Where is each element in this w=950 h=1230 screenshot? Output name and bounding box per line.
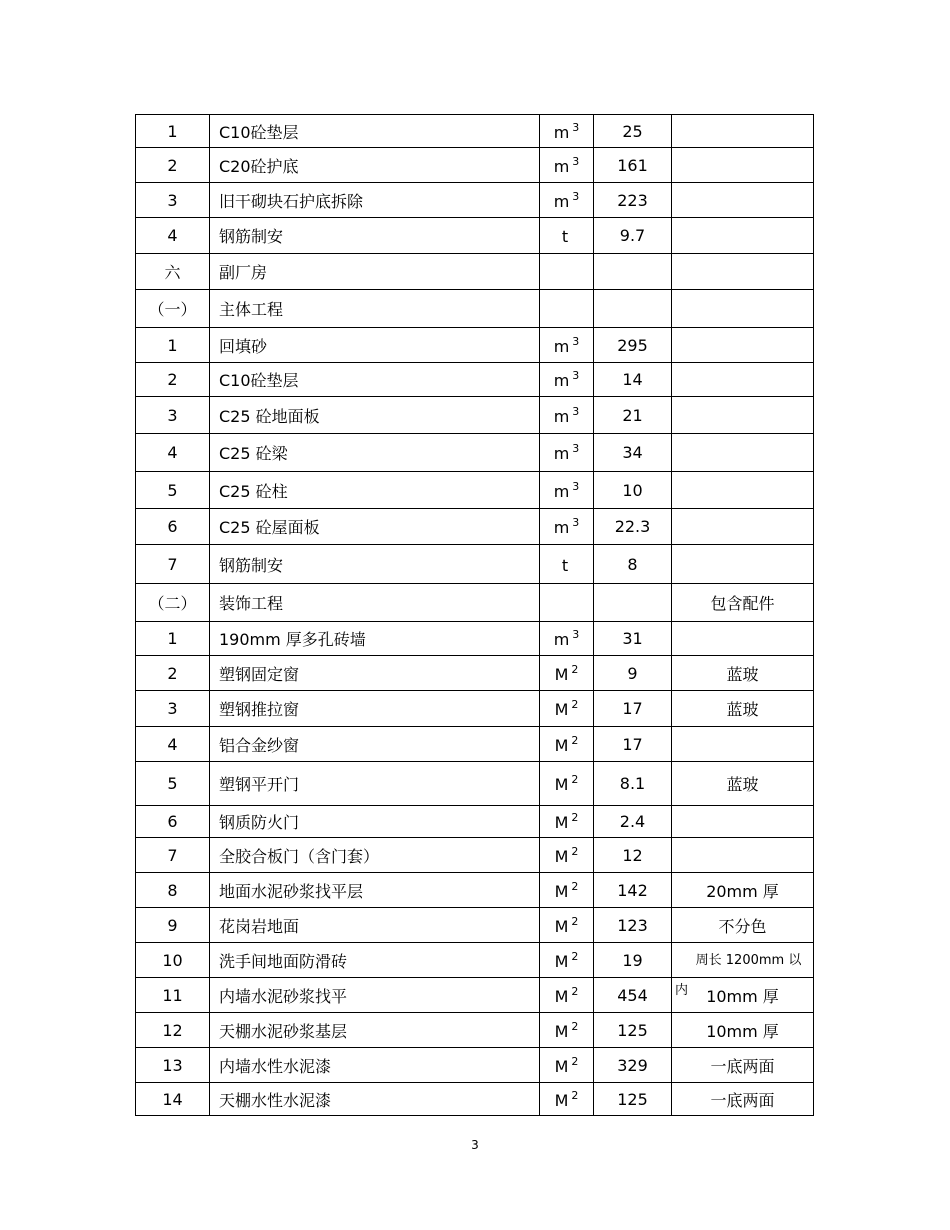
item-unit-cell xyxy=(540,762,594,806)
item-name: 钢筋制安 xyxy=(210,218,540,254)
table-row xyxy=(136,727,814,762)
item-unit-cell xyxy=(540,148,594,183)
unit-exponent: 2 xyxy=(571,844,579,858)
item-unit-cell xyxy=(540,363,594,397)
item-number: 5 xyxy=(136,762,210,806)
quantity-table xyxy=(135,114,814,1116)
table-row xyxy=(136,545,814,584)
unit-exponent: 3 xyxy=(572,154,580,168)
item-note: 周长 1200mm 以 xyxy=(695,952,802,968)
item-unit-cell xyxy=(540,584,594,622)
item-unit-cell xyxy=(540,290,594,328)
item-unit-cell xyxy=(540,509,594,545)
item-number: 1 xyxy=(136,622,210,656)
unit-base: M xyxy=(554,1090,569,1110)
unit-base: m xyxy=(553,481,570,501)
item-quantity: 142 xyxy=(594,873,672,908)
unit-exponent: 2 xyxy=(571,879,579,893)
table-row xyxy=(136,254,814,290)
item-note-cell xyxy=(672,978,814,1013)
table-row xyxy=(136,622,814,656)
item-number: 六 xyxy=(136,254,210,290)
item-unit-cell xyxy=(540,472,594,509)
item-unit-cell xyxy=(540,908,594,943)
unit-base: m xyxy=(553,122,570,142)
unit-base: m xyxy=(553,156,570,176)
unit-exponent: 3 xyxy=(572,628,580,641)
item-number: 13 xyxy=(136,1048,210,1083)
item-note-cell xyxy=(672,509,814,545)
table-row xyxy=(136,509,814,545)
item-unit-cell xyxy=(540,218,594,254)
item-name: 钢质防火门 xyxy=(210,806,540,838)
item-note-cell xyxy=(672,838,814,873)
item-number: 7 xyxy=(136,838,210,873)
item-note-cell xyxy=(672,434,814,472)
item-unit-cell xyxy=(540,691,594,727)
item-number: 4 xyxy=(136,218,210,254)
item-name: 塑钢平开门 xyxy=(210,762,540,806)
item-note-cell xyxy=(672,254,814,290)
item-note-cell xyxy=(672,397,814,434)
item-note-cell xyxy=(672,656,814,691)
unit-base: M xyxy=(554,813,569,832)
item-note-cell xyxy=(672,290,814,328)
unit-exponent: 3 xyxy=(572,479,580,493)
item-unit-cell xyxy=(540,656,594,691)
item-number: 6 xyxy=(136,509,210,545)
item-quantity: 22.3 xyxy=(594,509,672,545)
item-note: 一底两面 xyxy=(710,1090,775,1110)
unit-exponent: 3 xyxy=(572,369,580,382)
item-name: 塑钢固定窗 xyxy=(210,656,540,691)
item-note: 不分色 xyxy=(718,916,767,936)
item-note-cell xyxy=(672,328,814,363)
item-quantity: 9 xyxy=(594,656,672,691)
item-quantity: 223 xyxy=(594,183,672,218)
unit-base: M xyxy=(554,775,569,794)
table-row xyxy=(136,1083,814,1116)
unit-base: M xyxy=(554,881,569,901)
unit-base: M xyxy=(554,1056,569,1076)
unit-base: m xyxy=(553,371,570,390)
item-note-cell xyxy=(672,363,814,397)
item-note: 10mm 厚 xyxy=(706,1021,779,1041)
item-number: 2 xyxy=(136,363,210,397)
item-note-cell xyxy=(672,691,814,727)
item-number: （一） xyxy=(136,290,210,328)
table-row xyxy=(136,656,814,691)
unit-exponent: 2 xyxy=(571,811,579,824)
item-unit-cell xyxy=(540,434,594,472)
item-name: 铝合金纱窗 xyxy=(210,727,540,762)
item-number: 1 xyxy=(136,328,210,363)
unit-exponent: 2 xyxy=(571,914,579,928)
item-name: 内墙水性水泥漆 xyxy=(210,1048,540,1083)
item-quantity: 19 xyxy=(594,943,672,978)
table-row xyxy=(136,584,814,622)
item-number: 6 xyxy=(136,806,210,838)
item-quantity: 21 xyxy=(594,397,672,434)
item-number: 12 xyxy=(136,1013,210,1048)
item-name: 全胶合板门（含门套） xyxy=(210,838,540,873)
item-name: 内墙水泥砂浆找平 xyxy=(210,978,540,1013)
table-row xyxy=(136,363,814,397)
item-quantity: 295 xyxy=(594,328,672,363)
table-row xyxy=(136,183,814,218)
item-number: 9 xyxy=(136,908,210,943)
item-quantity: 10 xyxy=(594,472,672,509)
table-row xyxy=(136,397,814,434)
item-name: 洗手间地面防滑砖 xyxy=(210,943,540,978)
unit-exponent: 2 xyxy=(571,984,579,998)
unit-exponent: 3 xyxy=(572,120,580,134)
item-quantity: 8.1 xyxy=(594,762,672,806)
unit-base: m xyxy=(553,406,570,426)
item-note-cell xyxy=(672,115,814,148)
unit-base: m xyxy=(553,518,570,537)
item-quantity: 161 xyxy=(594,148,672,183)
item-name: 旧干砌块石护底拆除 xyxy=(210,183,540,218)
item-name: 副厂房 xyxy=(210,254,540,290)
item-note-cell xyxy=(672,1013,814,1048)
item-name: 花岗岩地面 xyxy=(210,908,540,943)
item-number: 4 xyxy=(136,434,210,472)
item-unit-cell xyxy=(540,1083,594,1116)
page-number: 3 xyxy=(471,1138,479,1152)
item-name: 主体工程 xyxy=(210,290,540,328)
item-name: 天棚水泥砂浆基层 xyxy=(210,1013,540,1048)
unit-base: M xyxy=(554,700,569,719)
item-name: C25 砼地面板 xyxy=(210,397,540,434)
item-quantity: 17 xyxy=(594,727,672,762)
item-unit-cell xyxy=(540,727,594,762)
item-unit-cell xyxy=(540,328,594,363)
item-quantity: 14 xyxy=(594,363,672,397)
table-row xyxy=(136,978,814,1013)
unit-exponent: 2 xyxy=(571,1088,579,1102)
item-note-continuation: 内 xyxy=(675,983,689,998)
item-number: 4 xyxy=(136,727,210,762)
item-quantity: 17 xyxy=(594,691,672,727)
item-quantity: 9.7 xyxy=(594,218,672,254)
item-number: 10 xyxy=(136,943,210,978)
table-row xyxy=(136,218,814,254)
item-note: 20mm 厚 xyxy=(706,881,779,901)
item-name: 天棚水性水泥漆 xyxy=(210,1083,540,1116)
unit-exponent: 2 xyxy=(571,1054,579,1068)
table-row xyxy=(136,1048,814,1083)
item-quantity: 8 xyxy=(594,545,672,584)
item-quantity: 2.4 xyxy=(594,806,672,838)
table-row xyxy=(136,908,814,943)
item-note-cell xyxy=(672,472,814,509)
item-note: 10mm 厚 xyxy=(706,986,779,1006)
item-quantity: 125 xyxy=(594,1083,672,1116)
item-name: 钢筋制安 xyxy=(210,545,540,584)
table-row xyxy=(136,434,814,472)
item-note: 蓝玻 xyxy=(726,664,759,684)
item-name: 190mm 厚多孔砖墙 xyxy=(210,622,540,656)
unit-base: m xyxy=(553,630,570,649)
item-unit-cell xyxy=(540,943,594,978)
table-row xyxy=(136,1013,814,1048)
unit-base: M xyxy=(554,1021,569,1041)
item-quantity: 12 xyxy=(594,838,672,873)
item-name: 回填砂 xyxy=(210,328,540,363)
item-unit-cell xyxy=(540,838,594,873)
unit-exponent: 3 xyxy=(572,404,580,418)
item-quantity: 125 xyxy=(594,1013,672,1048)
item-name: C20砼护底 xyxy=(210,148,540,183)
item-note-cell xyxy=(672,873,814,908)
unit-exponent: 3 xyxy=(572,334,580,348)
item-name: C25 砼柱 xyxy=(210,472,540,509)
item-note-cell xyxy=(672,148,814,183)
table-row xyxy=(136,691,814,727)
table-row xyxy=(136,115,814,148)
item-note-cell xyxy=(672,806,814,838)
table-row xyxy=(136,328,814,363)
item-name: 地面水泥砂浆找平层 xyxy=(210,873,540,908)
unit-base: m xyxy=(553,336,570,356)
item-quantity: 123 xyxy=(594,908,672,943)
item-note-cell xyxy=(672,908,814,943)
unit-base: t xyxy=(561,227,569,246)
table-row xyxy=(136,762,814,806)
item-note-cell xyxy=(672,727,814,762)
unit-base: M xyxy=(554,735,569,755)
item-name: C10砼垫层 xyxy=(210,115,540,148)
item-number: 3 xyxy=(136,397,210,434)
item-number: 14 xyxy=(136,1083,210,1116)
unit-exponent: 2 xyxy=(571,773,579,786)
item-number: 3 xyxy=(136,691,210,727)
unit-exponent: 3 xyxy=(572,189,580,203)
item-note: 包含配件 xyxy=(710,594,775,613)
unit-exponent: 2 xyxy=(571,733,579,747)
unit-exponent: 2 xyxy=(571,662,579,676)
unit-base: M xyxy=(554,986,569,1006)
item-number: 5 xyxy=(136,472,210,509)
item-quantity: 31 xyxy=(594,622,672,656)
item-quantity: 34 xyxy=(594,434,672,472)
item-quantity: 25 xyxy=(594,115,672,148)
item-number: 2 xyxy=(136,656,210,691)
unit-exponent: 2 xyxy=(571,698,579,711)
quantity-table-body xyxy=(136,115,814,1116)
table-row xyxy=(136,472,814,509)
unit-base: M xyxy=(554,951,569,971)
item-unit-cell xyxy=(540,873,594,908)
item-note: 蓝玻 xyxy=(726,700,759,719)
item-note: 蓝玻 xyxy=(726,775,759,794)
item-quantity: 329 xyxy=(594,1048,672,1083)
item-note-cell xyxy=(672,218,814,254)
item-note-cell xyxy=(672,762,814,806)
unit-exponent: 3 xyxy=(572,442,580,455)
item-number: （二） xyxy=(136,584,210,622)
item-quantity: 454 xyxy=(594,978,672,1013)
item-name: 装饰工程 xyxy=(210,584,540,622)
item-note-cell xyxy=(672,943,814,978)
unit-base: m xyxy=(553,191,570,211)
item-unit-cell xyxy=(540,254,594,290)
table-row xyxy=(136,806,814,838)
unit-exponent: 3 xyxy=(572,516,580,529)
item-number: 8 xyxy=(136,873,210,908)
item-number: 7 xyxy=(136,545,210,584)
item-number: 3 xyxy=(136,183,210,218)
item-number: 1 xyxy=(136,115,210,148)
item-note-cell xyxy=(672,584,814,622)
unit-base: M xyxy=(554,664,569,684)
unit-base: m xyxy=(553,444,570,463)
table-row xyxy=(136,290,814,328)
item-number: 2 xyxy=(136,148,210,183)
table-row xyxy=(136,148,814,183)
table-row xyxy=(136,873,814,908)
item-unit-cell xyxy=(540,978,594,1013)
item-note-cell xyxy=(672,545,814,584)
item-name: C25 砼梁 xyxy=(210,434,540,472)
item-number: 11 xyxy=(136,978,210,1013)
item-quantity xyxy=(594,290,672,328)
item-unit-cell xyxy=(540,1048,594,1083)
item-unit-cell xyxy=(540,115,594,148)
item-name: C25 砼屋面板 xyxy=(210,509,540,545)
item-unit-cell xyxy=(540,806,594,838)
unit-exponent: 2 xyxy=(571,949,579,963)
unit-base: M xyxy=(554,916,569,936)
item-unit-cell xyxy=(540,545,594,584)
item-note: 一底两面 xyxy=(710,1056,775,1076)
item-unit-cell xyxy=(540,1013,594,1048)
unit-base: M xyxy=(554,846,569,866)
item-unit-cell xyxy=(540,397,594,434)
item-quantity xyxy=(594,254,672,290)
item-note-cell xyxy=(672,1048,814,1083)
item-name: C10砼垫层 xyxy=(210,363,540,397)
item-unit-cell xyxy=(540,622,594,656)
item-note-cell xyxy=(672,183,814,218)
item-note-cell xyxy=(672,622,814,656)
unit-base: t xyxy=(561,555,569,575)
unit-exponent: 2 xyxy=(571,1019,579,1033)
item-quantity xyxy=(594,584,672,622)
table-row xyxy=(136,943,814,978)
table-row xyxy=(136,838,814,873)
item-unit-cell xyxy=(540,183,594,218)
item-name: 塑钢推拉窗 xyxy=(210,691,540,727)
item-note-cell xyxy=(672,1083,814,1116)
